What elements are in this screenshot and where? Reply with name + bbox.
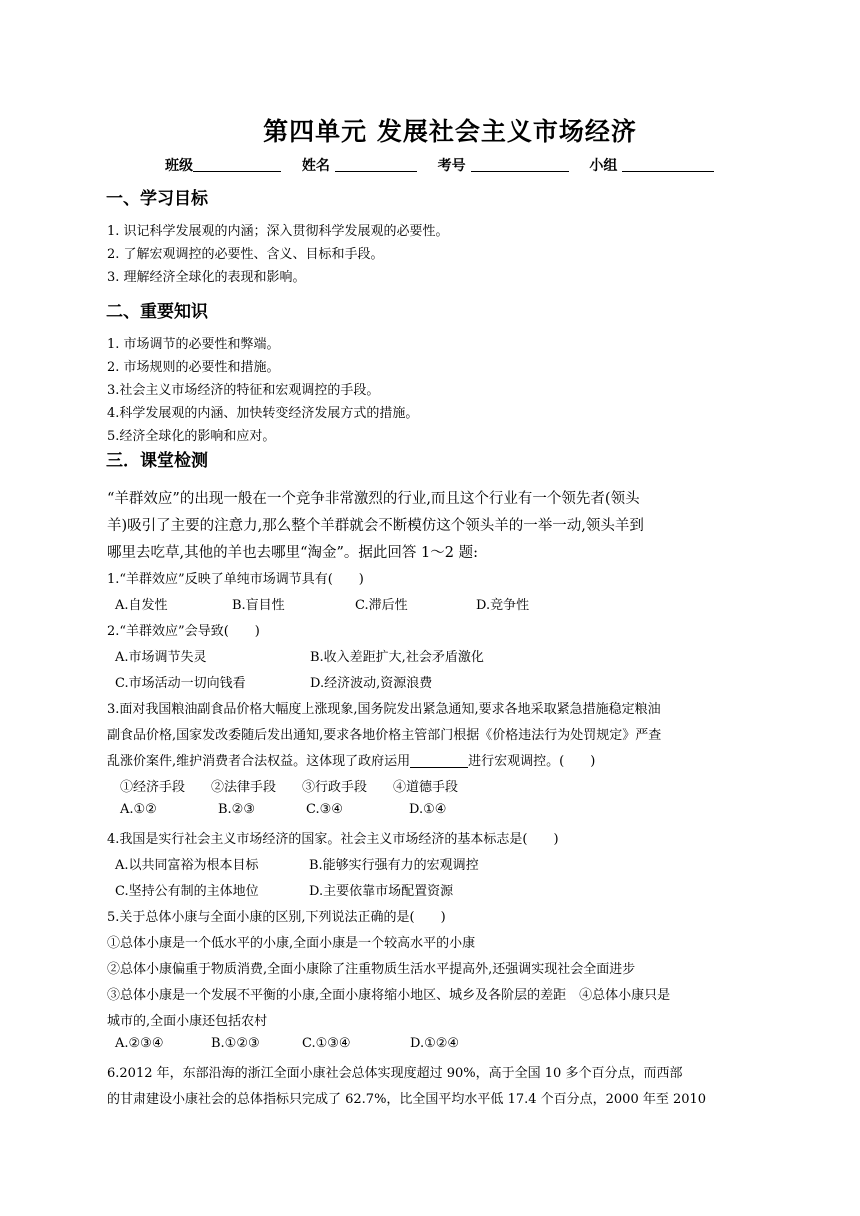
knowledge-item: 3.社会主义市场经济的特征和宏观调控的手段。 bbox=[107, 383, 380, 398]
exam-no-blank bbox=[471, 157, 569, 172]
name-blank bbox=[335, 157, 417, 172]
question-1-option-b: B.盲目性 bbox=[232, 598, 285, 613]
class-blank bbox=[193, 157, 281, 172]
question-5-option-a: A.②③④ bbox=[115, 1036, 164, 1051]
objective-item: 2. 了解宏观调控的必要性、含义、目标和手段。 bbox=[107, 247, 384, 262]
question-2-option-a: A.市场调节失灵 bbox=[115, 650, 207, 665]
question-3-option-d: D.①④ bbox=[409, 802, 447, 817]
knowledge-item: 1. 市场调节的必要性和弊端。 bbox=[107, 337, 280, 352]
question-3-option-a: A.①② bbox=[120, 802, 157, 817]
question-2-option-c: C.市场活动一切向钱看 bbox=[115, 676, 246, 691]
group-label: 小组 bbox=[589, 158, 618, 174]
question-3-text-end: 进行宏观调控。( ) bbox=[468, 754, 596, 769]
knowledge-item: 2. 市场规则的必要性和措施。 bbox=[107, 360, 280, 375]
question-1-option-a: A.自发性 bbox=[115, 598, 168, 613]
question-5-option-c: C.①③④ bbox=[302, 1036, 351, 1051]
question-3-line: 3.面对我国粮油副食品价格大幅度上涨现象,国务院发出紧急通知,要求各地采取紧急措施稳定粮油 bbox=[107, 702, 661, 717]
question-3-line: 副食品价格,国家发改委随后发出通知,要求各地价格主管部门根据《价格违法行为处罚规定》严查 bbox=[107, 728, 662, 743]
question-4-option-d: D.主要依靠市场配置资源 bbox=[309, 884, 454, 899]
question-3-text: 乱涨价案件,维护消费者合法权益。这体现了政府运用 bbox=[107, 754, 411, 769]
question-5-statement: ②总体小康偏重于物质消费,全面小康除了注重物质生活水平提高外,还强调实现社会全面进步 bbox=[107, 962, 636, 977]
question-1-option-c: C.滞后性 bbox=[355, 598, 408, 613]
question-5-option-b: B.①②③ bbox=[211, 1036, 260, 1051]
question-5-statement: 城市的,全面小康还包括农村 bbox=[107, 1014, 268, 1029]
question-3-line bbox=[107, 750, 595, 769]
group-blank bbox=[622, 157, 714, 172]
question-5-stem: 5.关于总体小康与全面小康的区别,下列说法正确的是( ) bbox=[107, 910, 446, 925]
question-3-choices: ①经济手段 ②法律手段 ③行政手段 ④道德手段 bbox=[120, 780, 459, 795]
class-label: 班级 bbox=[165, 158, 193, 174]
question-3-option-b: B.②③ bbox=[218, 802, 255, 817]
section-heading-objectives: 一、学习目标 bbox=[106, 189, 208, 209]
intro-paragraph-line: 羊)吸引了主要的注意力,那么整个羊群就会不断模仿这个领头羊的一举一动,领头羊到 bbox=[107, 518, 644, 534]
student-info-row bbox=[165, 155, 730, 175]
question-5-option-d: D.①②④ bbox=[410, 1036, 460, 1051]
question-2-option-b: B.收入差距扩大,社会矛盾激化 bbox=[310, 650, 484, 665]
question-5-statement: ①总体小康是一个低水平的小康,全面小康是一个较高水平的小康 bbox=[107, 936, 476, 951]
question-1-stem: 1.“羊群效应”反映了单纯市场调节具有( ) bbox=[107, 572, 364, 587]
question-5-statement: ③总体小康是一个发展不平衡的小康,全面小康将缩小地区、城乡及各阶层的差距 ④总体小康只是 bbox=[107, 988, 671, 1003]
section-heading-test: 三．课堂检测 bbox=[106, 451, 208, 471]
question-4-option-b: B.能够实行强有力的宏观调控 bbox=[309, 858, 479, 873]
question-3-option-c: C.③④ bbox=[306, 802, 343, 817]
question-6-line: 的甘肃建设小康社会的总体指标只完成了 62.7%，比全国平均水平低 17.4 个百分点，2000 年至 2010 bbox=[107, 1092, 707, 1107]
question-2-stem: 2.“羊群效应”会导致( ) bbox=[107, 624, 260, 639]
question-6-line: 6.2012 年，东部沿海的浙江全面小康社会总体实现度超过 90%，高于全国 10 多个百分点，而西部 bbox=[107, 1066, 683, 1081]
objective-item: 1. 识记科学发展观的内涵；深入贯彻科学发展观的必要性。 bbox=[107, 224, 449, 239]
question-2-option-d: D.经济波动,资源浪费 bbox=[310, 676, 433, 691]
intro-paragraph-line: “羊群效应”的出现一般在一个竞争非常激烈的行业,而且这个行业有一个领先者(领头 bbox=[107, 491, 640, 507]
question-4-option-c: C.坚持公有制的主体地位 bbox=[115, 884, 259, 899]
question-4-option-a: A.以共同富裕为根本目标 bbox=[115, 858, 259, 873]
question-1-option-d: D.竞争性 bbox=[476, 598, 530, 613]
section-heading-knowledge: 二、重要知识 bbox=[106, 302, 208, 322]
objective-item: 3. 理解经济全球化的表现和影响。 bbox=[107, 270, 306, 285]
intro-paragraph-line: 哪里去吃草,其他的羊也去哪里“淘金”。据此回答 1～2 题: bbox=[107, 545, 478, 561]
page-title: 第四单元 发展社会主义市场经济 bbox=[263, 117, 637, 146]
exam-no-label: 考号 bbox=[437, 158, 466, 174]
name-label: 姓名 bbox=[301, 158, 330, 174]
question-4-stem: 4.我国是实行社会主义市场经济的国家。社会主义市场经济的基本标志是( ) bbox=[107, 832, 559, 847]
knowledge-item: 5.经济全球化的影响和应对。 bbox=[107, 429, 276, 444]
knowledge-item: 4.科学发展观的内涵、加快转变经济发展方式的措施。 bbox=[107, 406, 419, 421]
question-3-answer-blank bbox=[410, 753, 468, 768]
